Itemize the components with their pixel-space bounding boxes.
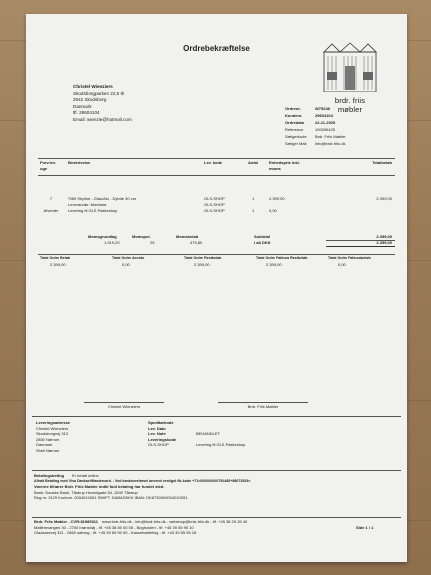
lev-kode-label: Leveringskode xyxy=(148,436,177,442)
delivery-address-heading: Leveringsadresse xyxy=(36,420,71,425)
delivery-address-line: Danmark xyxy=(36,442,53,448)
totals-value: 2.399,00 xyxy=(266,262,282,267)
totals-label: Total Ordre Faktura Restbeløb xyxy=(256,256,308,260)
total-dkk-value: 2.399,00 xyxy=(376,240,392,245)
order-meta-value: 29604104 xyxy=(315,113,333,118)
delivery-address-line: Christel Wienziers xyxy=(36,425,69,431)
total-dkk-label: I alt DKK xyxy=(254,240,271,245)
lev-dato-label: Lev. Dato xyxy=(148,425,166,431)
line-code: GLS-SHOP xyxy=(204,196,225,201)
payment-bank: Bank: Danske Bank, Tåstrup Hovedgade 54, 2630 Tåstrup xyxy=(34,489,138,495)
lev-note-value: BEHANDLET xyxy=(196,431,221,437)
momsgrundlag-value: 1.919,20 xyxy=(104,240,120,245)
totals-value: 2.399,00 xyxy=(194,262,210,267)
line-unit-price: 0,00 xyxy=(269,208,277,213)
totals-label: Total Ordre Fakturabeløb xyxy=(328,256,371,260)
order-meta-value: Brdr. Friis Møbler xyxy=(315,134,346,139)
order-meta-label: Reference xyxy=(285,127,304,132)
signature-right: Brdr. Friis Møbler xyxy=(247,404,279,409)
document-title: Ordrebekræftelse xyxy=(183,44,250,53)
line-description: *569 Skyline - Glas/Alu - Dybde 30 cm xyxy=(68,196,137,201)
line-delivery: Afventer xyxy=(43,208,59,213)
line-code: GLS-SHOP xyxy=(204,202,225,207)
brand-name: brdr. friis møbler xyxy=(334,96,366,114)
delivery-address-line: Skodsborgvej 313 xyxy=(36,431,69,437)
divider xyxy=(326,246,395,247)
signature-line-right xyxy=(218,402,308,403)
subtotal-value: 2.399,00 xyxy=(376,234,392,239)
line-code: GLS-SHOP xyxy=(204,208,225,213)
line-qty: 1 xyxy=(252,196,255,201)
order-meta-row xyxy=(285,106,330,113)
delivery-address-line: 2850 Nærum xyxy=(36,436,60,442)
subtotal-label: Subtotal xyxy=(254,234,270,239)
col-description-header: Beskrivelse xyxy=(68,160,91,165)
order-meta-label: Kundenr. xyxy=(285,113,303,118)
order-meta-row xyxy=(285,141,346,148)
momsgrundlag-label: Momsgrundlag xyxy=(88,234,117,239)
line-description: Leverandør: Montana xyxy=(68,202,107,207)
order-document xyxy=(26,14,407,562)
customer-phone: tlf. 29604104 xyxy=(73,110,100,116)
divider xyxy=(32,517,401,518)
customer-address1: Skodsborgparken 22,5 th xyxy=(73,90,125,96)
lev-kode-desc: Levering til GLS Pakkeshop xyxy=(196,442,246,448)
store-front-icon xyxy=(322,42,378,92)
totals-label: Total Ordre Beløb xyxy=(40,256,71,260)
footer-line1: www.brdr-friis.dk - info@brdr-friis.dk - webshop@brdr-friis.dk - tlf. +45 38 25 26 40 xyxy=(102,519,248,524)
customer-country: Danmark xyxy=(73,103,92,109)
footer xyxy=(34,519,247,536)
totals-value: 0,00 xyxy=(122,262,130,267)
order-meta-label: Ordrenr. xyxy=(285,106,301,111)
order-meta-row xyxy=(285,127,336,134)
payment-value: Er betalt online xyxy=(72,473,99,478)
momspct-label: Momspct. xyxy=(132,234,151,239)
payment-label: Betalingsbeting xyxy=(34,473,65,478)
payment-block xyxy=(34,473,250,501)
line-delivery: 7 xyxy=(49,196,53,201)
order-meta-value: W75248 xyxy=(315,106,330,111)
delivery-address-line: Shell Nærum xyxy=(36,447,60,453)
order-meta-label: Ordredato xyxy=(285,120,305,125)
col-code-header: Lev. kode xyxy=(204,160,223,165)
line-description: Levering til GLS Pakkeshop xyxy=(68,208,118,213)
totals-label: Total Ordre Restbeløb xyxy=(184,256,222,260)
momspct-value: 25 xyxy=(150,240,155,245)
payment-line2: Varerne tilhører Brdr. Friis Møbler indtil fuld betaling har fundet sted. xyxy=(34,484,165,490)
customer-name: Christel Wienziers xyxy=(73,84,113,89)
footer-line2: Møllemvangen 30 - 2700 brønshøj - tlf. +45 38 80 00 05 - Bogholderi - tlf. +45 39 55 95 10 xyxy=(34,524,194,530)
order-meta-label: Sælgerkode xyxy=(285,134,307,139)
line-qty: 1 xyxy=(252,208,255,213)
col-total-header: Totalbeløb xyxy=(372,160,392,165)
customer-email: Email: wienzie@hotmail.com xyxy=(73,116,132,122)
order-meta-value: 100096425 xyxy=(315,127,336,132)
totals-label: Total Ordre Aconto xyxy=(112,256,145,260)
signature-left: Christel Wienziers xyxy=(107,404,141,409)
totals-value: 0,00 xyxy=(338,262,346,267)
col-unit-price-header: Enhedspris Inkl. moms xyxy=(269,160,300,171)
customer-address2: 2942 Skodsborg xyxy=(73,97,107,103)
divider xyxy=(32,470,401,471)
footer-line3: Gladsaxevej 311 - 2860 søborg - tlf. +45 39 69 90 90 - Kassebøldeling - tlf. +45 39 55 95 18 xyxy=(34,530,197,536)
signature-line-left xyxy=(84,402,164,403)
col-delivery-header: Forv.lev. uge xyxy=(40,160,56,171)
order-meta xyxy=(285,106,346,148)
divider xyxy=(38,158,395,159)
payment-reg: Reg.nr: 3129 Kontonr. 0004010051 SWIFT: DABADKKK IBAN: DK8730000004010051 xyxy=(34,495,188,501)
line-unit-price: 2.399,00 xyxy=(269,196,285,201)
payment-line1: Afhalt Betaling med Visa Dankort/Mastercard. - Ved bankoverførsel anvend venligst fik-kode +71<000000000752485+88073525< xyxy=(34,478,251,483)
footer-company: Brdr. Friis Møbler - CVR:81989311 xyxy=(34,519,99,524)
lev-kode-value: GLS-SHOP xyxy=(148,442,169,448)
order-meta-row xyxy=(285,120,336,127)
divider xyxy=(38,175,395,176)
totals-value: 2.399,00 xyxy=(50,262,66,267)
customer-block xyxy=(73,84,132,124)
col-qty-header: Antal xyxy=(248,160,258,165)
spedition-label: Speditørkode xyxy=(148,420,174,425)
delivery-address xyxy=(36,420,70,454)
page-number: Side 1 / 1 xyxy=(356,525,374,530)
lev-note-label: Lev. Note xyxy=(148,431,166,437)
order-meta-row xyxy=(285,113,333,120)
order-meta-row xyxy=(285,134,346,141)
divider xyxy=(38,254,395,255)
shipping-block xyxy=(148,420,246,448)
momsbelob-label: Momsbeløb xyxy=(176,234,199,239)
divider xyxy=(32,416,401,417)
order-meta-label: Sælger Mail xyxy=(285,141,307,146)
momsbelob-value: 479,80 xyxy=(190,240,203,245)
order-meta-value: info@brdr-friis.dk xyxy=(315,141,346,146)
line-total: 2.399,00 xyxy=(376,196,392,201)
order-meta-value: 22-11-2025 xyxy=(315,120,336,125)
